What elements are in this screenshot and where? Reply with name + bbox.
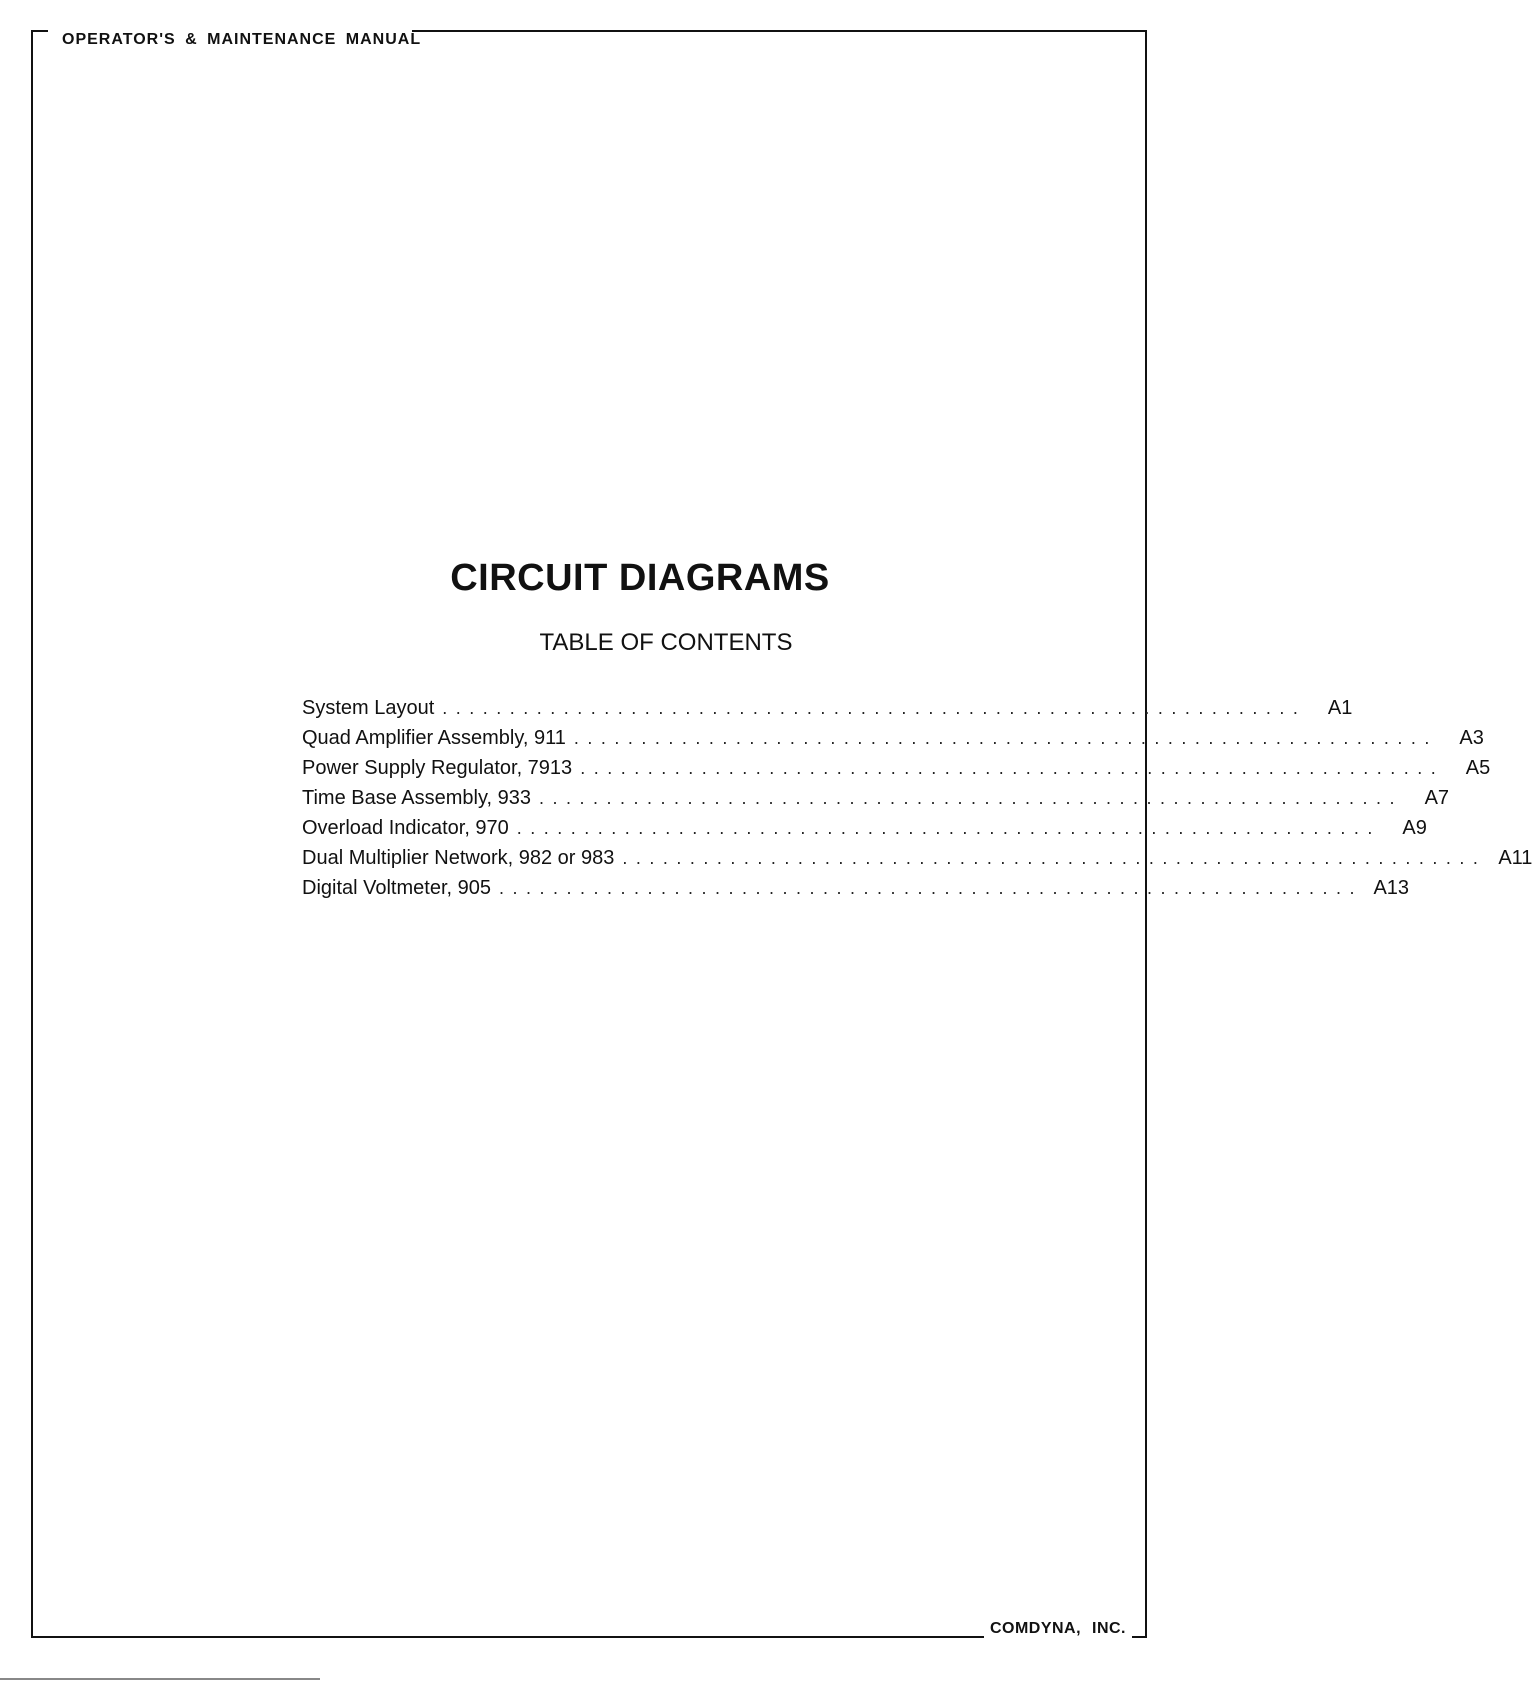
dot-leader: ................................................................ bbox=[442, 698, 1307, 718]
toc-entry-title: Power Supply Regulator, 7913 bbox=[302, 757, 573, 779]
toc-entry bbox=[302, 873, 1410, 903]
toc-entry bbox=[302, 813, 1427, 843]
dot-leader: ................................................................ bbox=[573, 728, 1438, 748]
dot-leader: ................................................................ bbox=[499, 878, 1364, 898]
toc-entry bbox=[302, 843, 1532, 873]
toc-entry bbox=[302, 693, 1353, 723]
header-rule-right bbox=[412, 30, 1147, 32]
toc-entry-page: A13 bbox=[1373, 877, 1410, 899]
toc-entry-page: A3 bbox=[1459, 727, 1484, 749]
toc-entry-title: Digital Voltmeter, 905 bbox=[302, 877, 491, 899]
manual-header-label: OPERATOR'S & MAINTENANCE MANUAL bbox=[62, 31, 422, 48]
table-of-contents bbox=[302, 693, 1532, 903]
toc-entry-page: A7 bbox=[1424, 787, 1450, 809]
toc-entry-title: Quad Amplifier Assembly, 911 bbox=[302, 727, 566, 749]
toc-entry bbox=[302, 723, 1484, 753]
dot-leader: ................................................................ bbox=[516, 818, 1381, 838]
toc-entry-page: A1 bbox=[1327, 697, 1353, 719]
toc-entry-page: A5 bbox=[1465, 757, 1491, 779]
toc-entry bbox=[302, 783, 1450, 813]
dot-leader: ................................................................ bbox=[622, 848, 1487, 868]
page-title: CIRCUIT DIAGRAMS bbox=[450, 557, 830, 599]
company-footer-label: COMDYNA, INC. bbox=[984, 1620, 1132, 1638]
header-rule-left bbox=[31, 30, 48, 32]
toc-heading: TABLE OF CONTENTS bbox=[539, 629, 793, 656]
dot-leader: ................................................................ bbox=[538, 788, 1404, 808]
toc-entry-title: Overload Indicator, 970 bbox=[302, 817, 509, 839]
toc-entry-page: A11 bbox=[1498, 847, 1532, 869]
toc-entry-title: System Layout bbox=[302, 697, 435, 719]
toc-entry-title: Dual Multiplier Network, 982 or 983 bbox=[302, 847, 615, 869]
scan-edge-line bbox=[0, 1678, 320, 1680]
toc-entry-page: A9 bbox=[1402, 817, 1427, 839]
toc-entry-title: Time Base Assembly, 933 bbox=[302, 787, 531, 809]
dot-leader: ................................................................ bbox=[580, 758, 1445, 778]
toc-entry bbox=[302, 753, 1491, 783]
